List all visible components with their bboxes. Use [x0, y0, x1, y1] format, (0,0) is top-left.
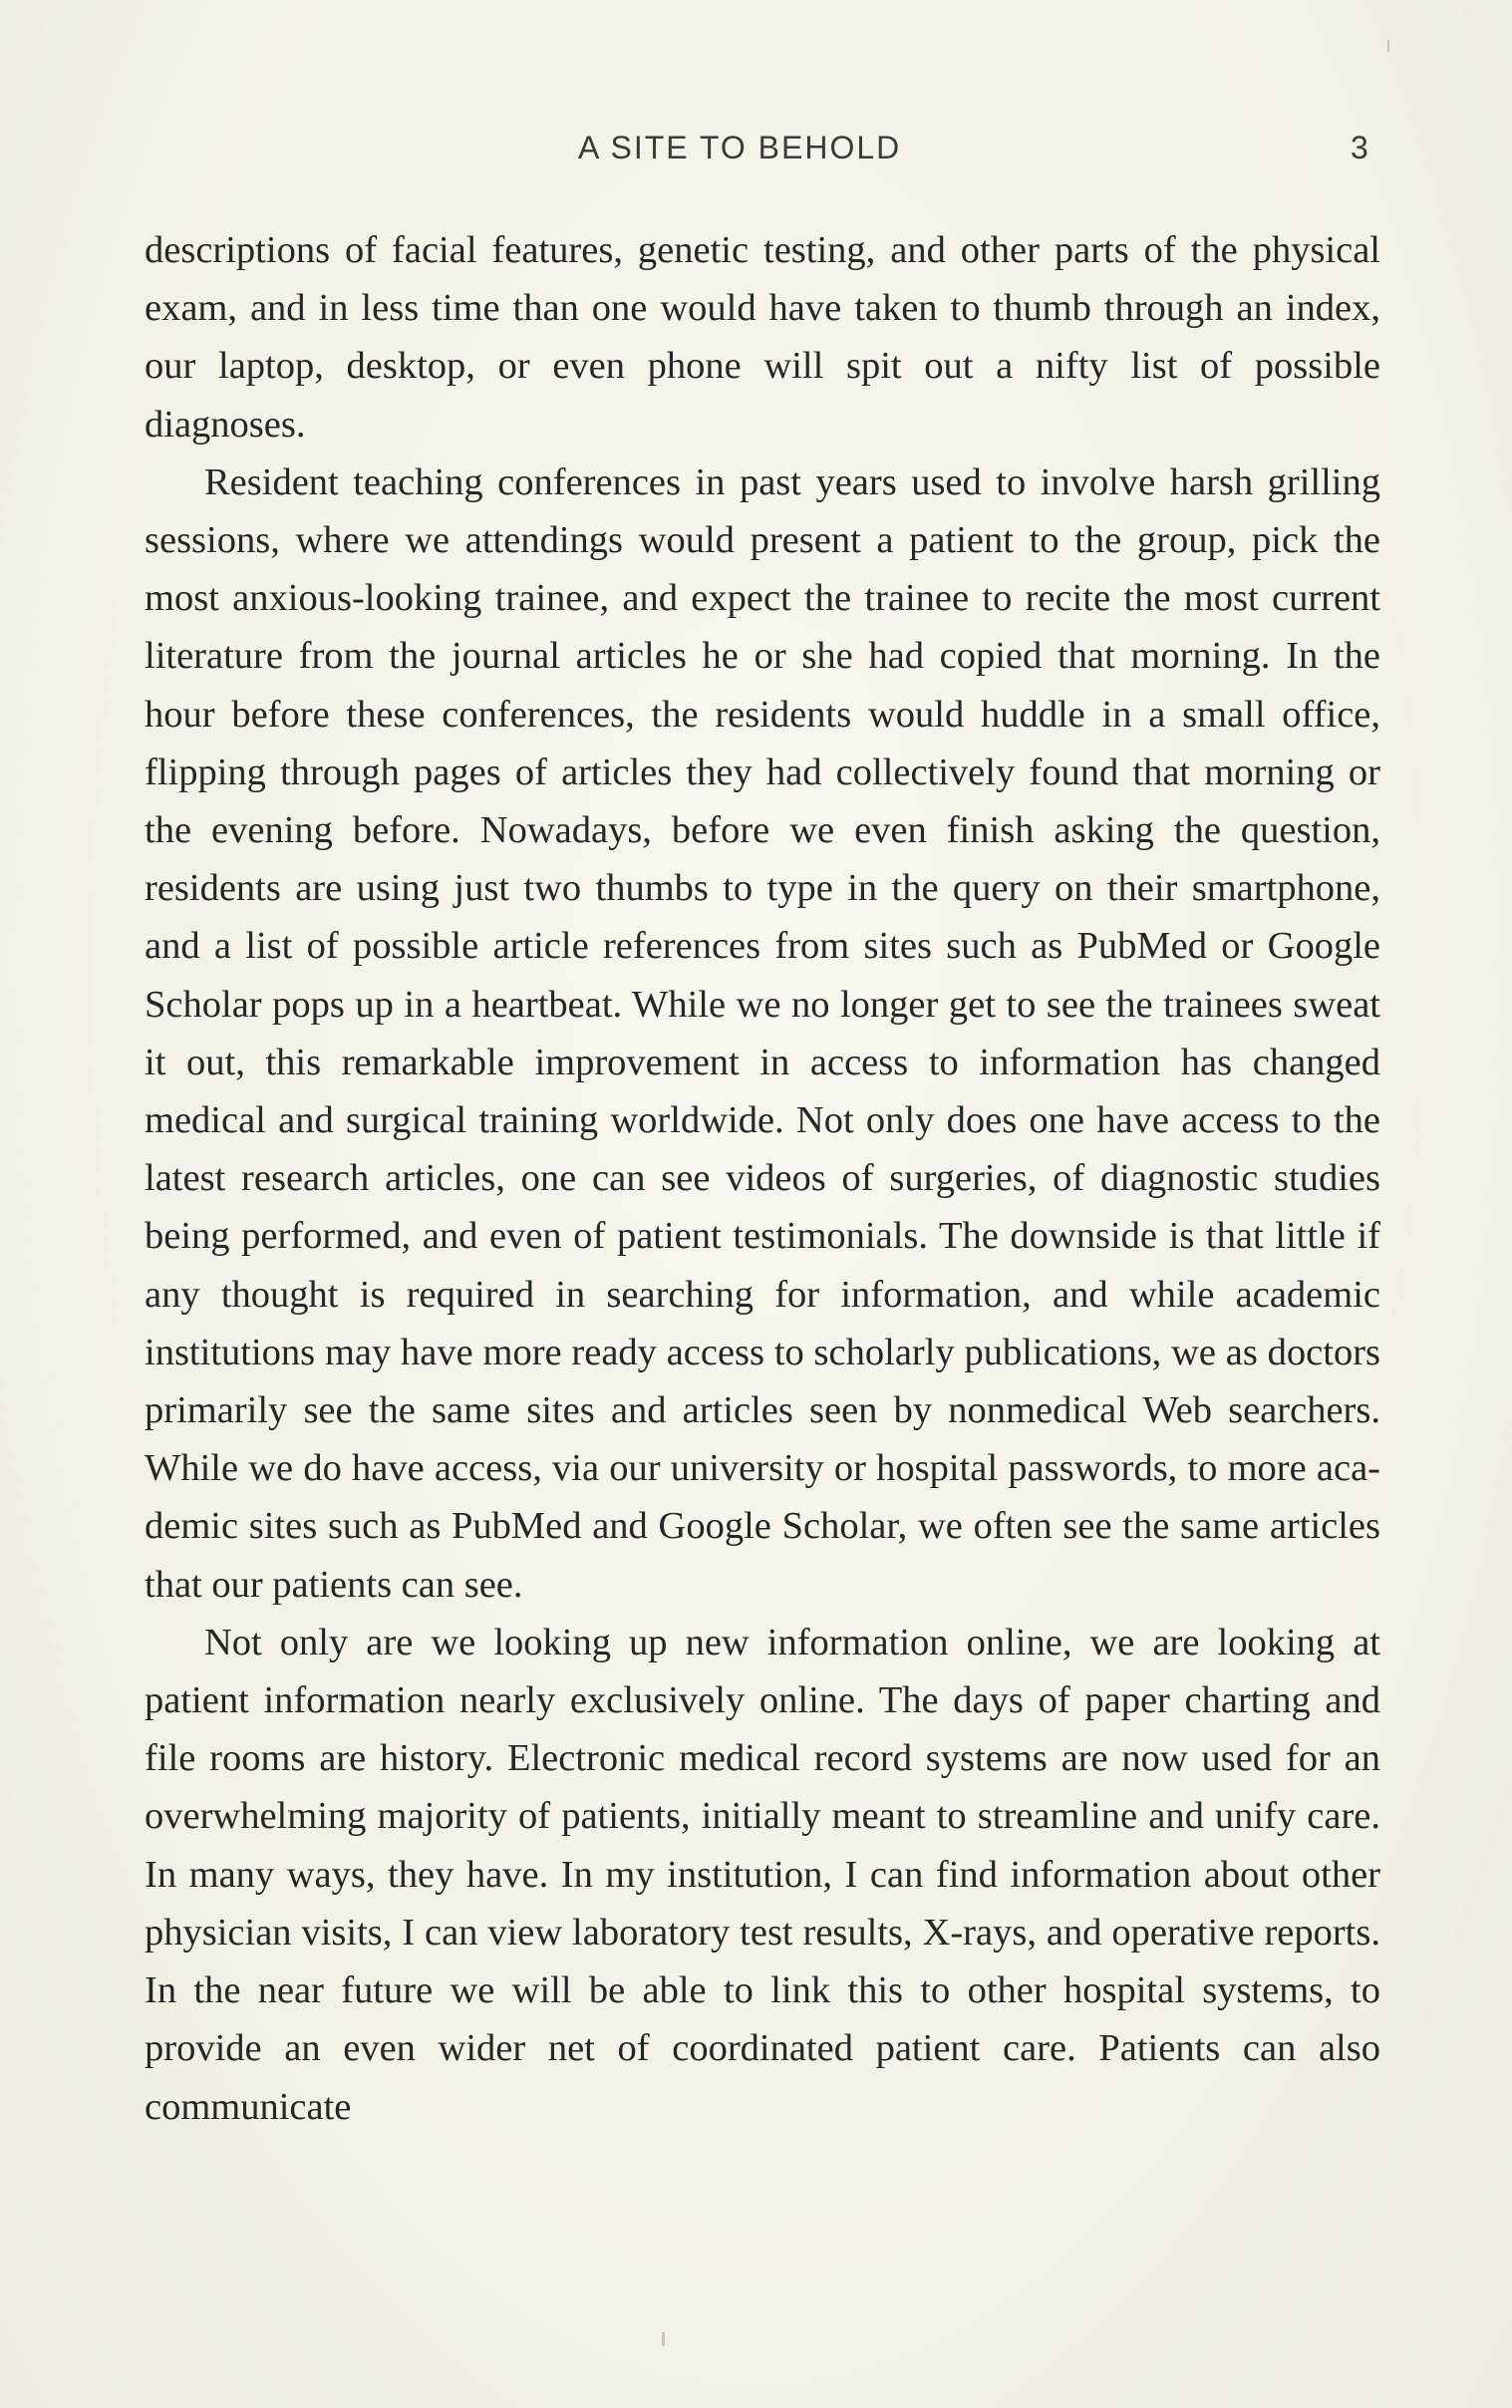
- body-text: [145, 221, 1380, 2136]
- page-number: 3: [1351, 130, 1368, 165]
- running-head: [0, 130, 1512, 179]
- paper-speck: [662, 2332, 665, 2346]
- paragraph-1: descriptions of facial features, genetic testing, and other parts of the physical exam, and in less time than one would have taken to thumb through an index, our laptop, desktop, or even phone will spit out a nifty list of possible diagnoses.: [145, 229, 1380, 446]
- paragraph-3: Not only are we looking up new information online, we are looking at patient information nearly exclusively online. The days of paper charting and file rooms are history. Electronic medical record systems are now used for an overwhelming majority of patients, initially meant to streamline and unify care. In many ways, they have. In my institution, I can find information about other physician visits, I can view laboratory test results, X-rays, and operative reports. In the near future we will be able to link this to other hospital systems, to provide an even wider net of coordinated patient care. Patients can also communicate: [145, 1621, 1380, 2128]
- paragraph-2: Resident teaching conferences in past years used to involve harsh grilling sessions, where we attendings would present a patient to the group, pick the most anxious-looking trainee, and expect the trainee to recite the most current literature from the journal articles he or she had copied that morning. In the hour before these conferences, the residents would huddle in a small office, flipping through pages of articles they had collectively found that morning or the evening before. Nowadays, before we even finish asking the question, residents are using just two thumbs to type in the query on their smartphone, and a list of possible article references from sites such as PubMed or Google Scholar pops up in a heartbeat. While we no longer get to see the trainees sweat it out, this remarkable improvement in access to information has changed medical and surgical training worldwide. Not only does one have access to the latest research articles, one can see videos of surgeries, of diagnostic studies being performed, and even of patient testimonials. The downside is that little if any thought is required in searching for information, and while academic institutions may have more ready access to scholarly publications, we as doctors primarily see the same sites and articles seen by nonmedical Web searchers. While we do have access, via our university or hospital passwords, to more academic sites such as PubMed and Google Scholar, we often see the same articles that our patients can see.: [145, 460, 1380, 1606]
- running-title: A SITE TO BEHOLD: [578, 130, 902, 165]
- paper-speck: [1387, 40, 1389, 52]
